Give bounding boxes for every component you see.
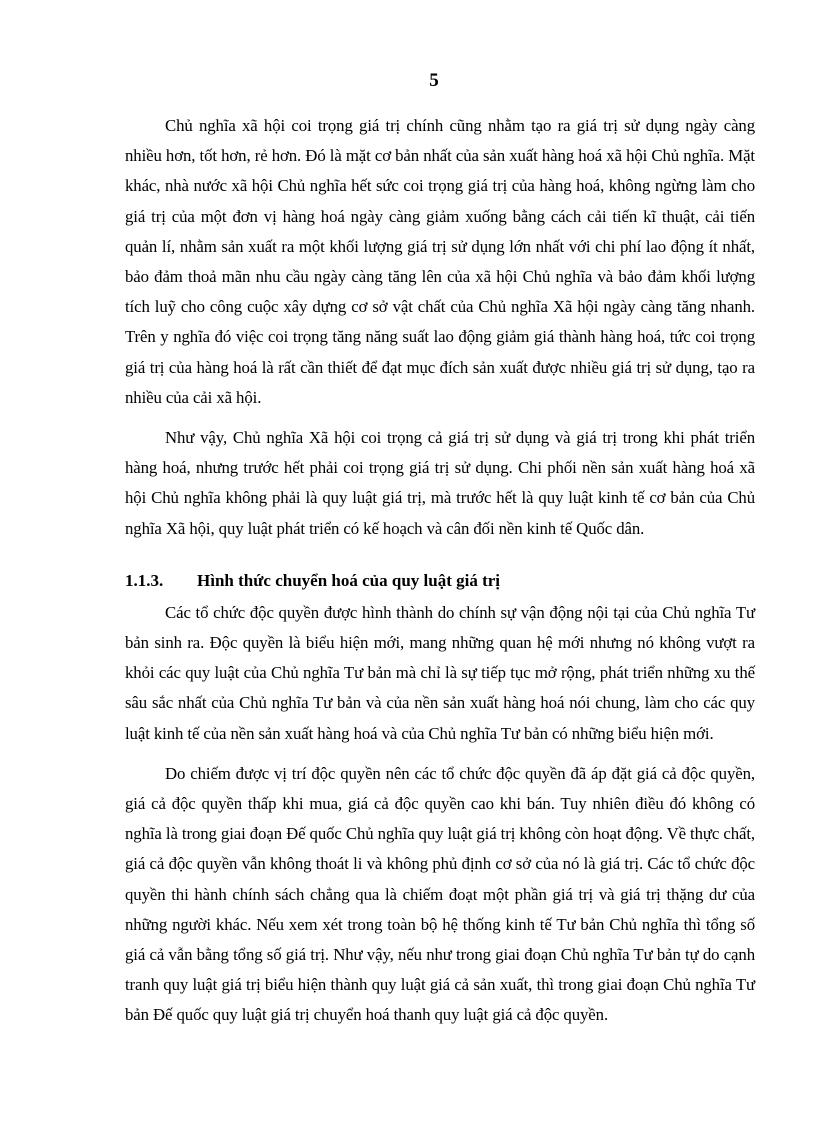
section-number: 1.1.3. [125,570,164,590]
paragraph-intro-2: Như vậy, Chủ nghĩa Xã hội coi trọng cả giá trị sử dụng và giá trị trong khi phát triển hàng hoá, nhưng trước hết phải coi trọng giá trị sử dụng. Chi phối nền sản xuất hàng hoá xã hội Chủ nghĩa không phải là quy luật giá trị, mà trước hết là quy luật kinh tế cơ bản của Chủ nghĩa Xã hội, quy luật phát triển có kế hoạch và cân đối nền kinh tế Quốc dân. [125,428,755,538]
paragraph-intro-1: Chủ nghĩa xã hội coi trọng giá trị chính cũng nhằm tạo ra giá trị sử dụng ngày càng nhiều hơn, tốt hơn, rẻ hơn. Đó là mặt cơ bản nhất của sản xuất hàng hoá xã hội Chủ nghĩa. Mặt khác, nhà nước xã hội Chủ nghĩa hết sức coi trọng giá trị của hàng hoá, không ngừng làm cho giá trị của một đơn vị hàng hoá ngày càng giảm xuống bằng cách cải tiến kĩ thuật, cải tiến quản lí, nhằm sản xuất ra một khối lượng giá trị sử dụng lớn nhất với chi phí lao động ít nhất, bảo đảm thoả mãn nhu cầu ngày càng tăng lên của xã hội Chủ nghĩa và bảo đảm khối lượng tích luỹ cho công cuộc xây dựng cơ sở vật chất của Chủ nghĩa Xã hội ngày càng tăng nhanh. Trên y nghĩa đó việc coi trọng tăng năng suất lao động giảm giá thành hàng hoá, tức coi trọng giá trị của hàng hoá là rất cần thiết để đạt mục đích sản xuất được nhiều giá trị sử dụng, tạo ra nhiều của cải xã hội. [125,116,755,407]
page-number: 5 [429,70,439,91]
paragraph-section-1: Các tổ chức độc quyền được hình thành do chính sự vận động nội tại của Chủ nghĩa Tư bản sinh ra. Độc quyền là biểu hiện mới, mang những quan hệ mới nhưng nó không vượt ra khỏi các quy luật của Chủ nghĩa Tư bản mà chỉ là sự tiếp tục mở rộng, phát triển những xu thế sâu sắc nhất của Chủ nghĩa Tư bản và của nền sản xuất hàng hoá nói chung, làm cho các quy luật kinh tế của nền sản xuất hàng hoá và của Chủ nghĩa Tư bản có những biểu hiện mới. [125,602,755,743]
document-body [125,111,755,1031]
section-title: Hình thức chuyển hoá của quy luật giá trị [197,570,501,590]
section-heading [125,566,755,596]
paragraph-section-2: Do chiếm được vị trí độc quyền nên các tổ chức độc quyền đã áp đặt giá cả độc quyền, giá cả độc quyền thấp khi mua, giá cả độc quyền cao khi bán. Tuy nhiên điều đó không có nghĩa là trong giai đoạn Đế quốc Chủ nghĩa quy luật giá trị không còn hoạt động. Về thực chất, giá cả độc quyền vẫn không thoát li và không phủ định cơ sở của nó là giá trị. Các tổ chức độc quyền thi hành chính sách chẳng qua là chiếm đoạt một phần giá trị và giá trị thặng dư của những người khác. Nếu xem xét trong toàn bộ hệ thống kinh tế Tư bản Chủ nghĩa thì tổng số giá cả vẫn bằng tổng số giá trị. Như vậy, nếu như trong giai đoạn Chủ nghĩa Tư bản tự do cạnh tranh quy luật giá trị biểu hiện thành quy luật giá cả sản xuất, thì trong giai đoạn Chủ nghĩa Tư bản Đế quốc quy luật giá trị chuyển hoá thanh quy luật giá cả độc quyền. [125,763,755,1025]
